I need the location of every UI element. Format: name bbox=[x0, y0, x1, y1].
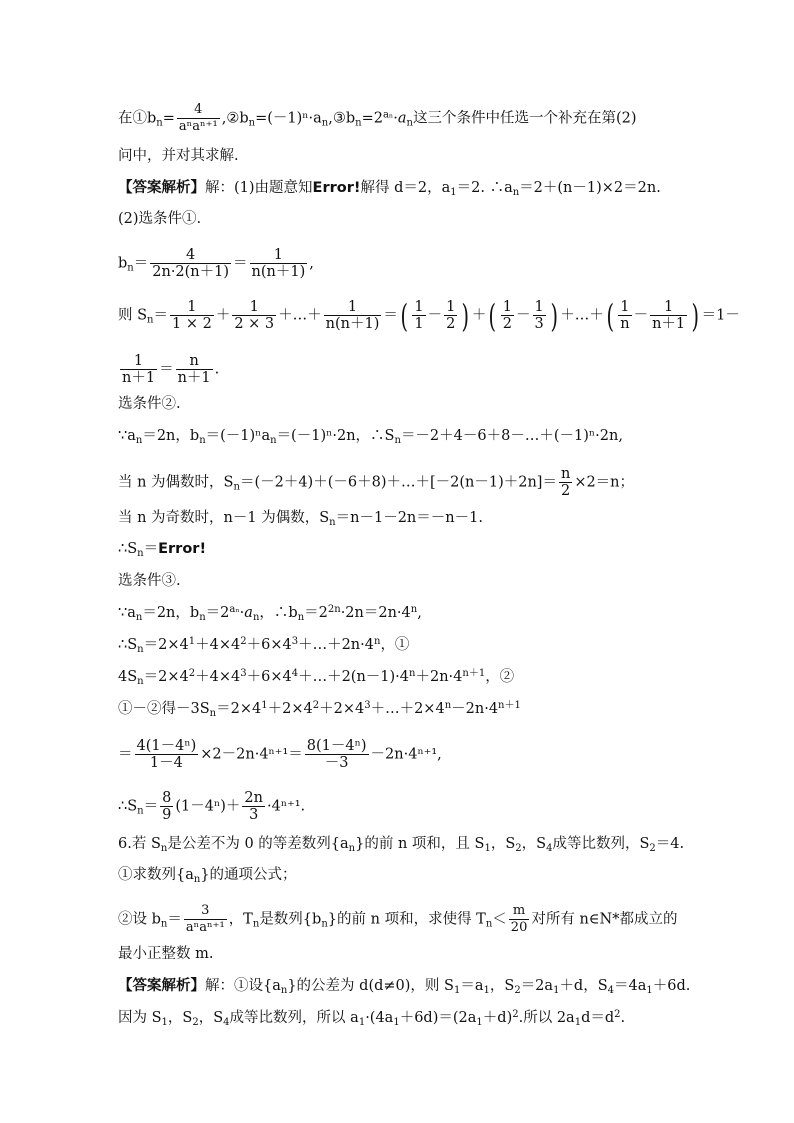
fraction: $\frac{m}{20}$ bbox=[510, 903, 528, 935]
answer-label: 【答案解析】 bbox=[118, 180, 205, 196]
formula-line: $b_n=$ $\frac{4}{2n\cdot 2(n+1)}$ ＝ $\frac{1}{n(n+1)}$ , bbox=[118, 247, 314, 280]
fraction: $\frac{\text{4(1－4ⁿ)}}{1-4}$ bbox=[136, 738, 197, 771]
formula-line: 则 $S_n=$ $\frac{1}{1 \times 2}$ ＋ $\frac{1}{2 \times 3}$ ＋…＋ $\frac{1}{n(n+1)}$ ＝( $\frac{1}{1}$ － $\frac{1}{2}$ ) ＋( $\frac{1}{2}$ － $\frac{1}{3}$ ) ＋…＋( $\frac{1}{n}$ － $\frac{1}{n+1}$ ) ＝1－ bbox=[118, 296, 740, 335]
formula-line: $\frac{1}{n+1}$ ＝ $\frac{n}{n+1}$ . bbox=[122, 353, 220, 386]
error-text: Error! bbox=[158, 541, 207, 557]
formula-line: 当 n 为奇数时，n－1 为偶数，$S_n=n-1-2n=-n-1$. bbox=[118, 510, 483, 528]
text-line: (2)选条件①. bbox=[118, 211, 202, 227]
formula-line: ①－②得$-3S_n=2\times 4^1+2\times 4^2+2\times 4^3+\dots+2\times 4^n-2n\cdot 4^{n+1}$ bbox=[118, 700, 521, 719]
answer-line: 【答案解析】解：①设$\{a_n\}$的公差为 d(d≠0)，则 $S_1=a_1$，$S_2=2a_1+d$，$S_4=4a_1+6d$. bbox=[118, 978, 691, 996]
error-text: Error! bbox=[312, 180, 361, 196]
fraction: $\frac{1}{n(n+1)}$ bbox=[325, 299, 380, 332]
fraction: $\frac{\text{8(1－4ⁿ)}}{-3}$ bbox=[306, 738, 367, 771]
formula-line: ＝ $\frac{\text{4(1－4ⁿ)}}{1-4}$ ×2－2n·4ⁿ⁺¹＝ $\frac{\text{8(1－4ⁿ)}}{-3}$ －2n·4ⁿ⁺¹, bbox=[118, 738, 442, 771]
answer-line: 【答案解析】解：(1)由题意知Error!解得 d＝2，$a_1=2$. $\therefore a_n=2+(n-1)\times 2=2n$. bbox=[118, 180, 661, 198]
fraction: $\frac{n}{2}$ bbox=[560, 466, 571, 499]
fraction: $\frac{2n}{3}$ bbox=[244, 790, 263, 823]
condition-line: 在$①b_n=$ $\frac{4}{\text{aⁿaⁿ⁺¹}}$ $,②b_n=(-1)^n\cdot a_n,③b_n=2^{a_n}\cdot a_n$这三个条件中任选一个补充在第(2) bbox=[118, 102, 637, 134]
formula-line: $\therefore S_n=$ $\frac{8}{9}$ (1－4ⁿ)＋ $\frac{2n}{3}$ ·4ⁿ⁺¹. bbox=[118, 790, 306, 823]
question-line: 6.若 $S_n$是公差不为 0 的等差数列$\{a_n\}$的前 n 项和，且 $S_1$，$S_2$，$S_4$成等比数列，$S_2=4$. bbox=[118, 836, 685, 854]
formula-line: $\because a_n=2n$，$b_n=2^{a_n}\cdot a_n$，$\therefore b_n=2^{2n}\cdot 2n=2n\cdot 4^n$, bbox=[118, 604, 422, 623]
question-line: 最小正整数 m. bbox=[118, 946, 214, 962]
text-line: 选条件②. bbox=[118, 396, 181, 412]
fraction: $\frac{1}{n+1}$ bbox=[122, 353, 156, 386]
fraction: $\frac{1}{n(n+1)}$ bbox=[251, 247, 306, 280]
answer-label: 【答案解析】 bbox=[118, 978, 205, 994]
formula-line: $4S_n=2\times 4^2+4\times 4^3+6\times 4^4+\dots+2(n-1)\cdot 4^n+2n\cdot 4^{n+1}$，② bbox=[118, 668, 515, 687]
question-line: ①求数列$\{a_n\}$的通项公式； bbox=[118, 867, 297, 885]
formula-line: $\therefore S_n=Error$! bbox=[118, 541, 207, 559]
formula-line: 当 n 为偶数时，$S_n=(-2+4)+(-6+8)+\dots+[-2(n-1)+2n]=$ $\frac{n}{2}$ ×2＝n； bbox=[118, 466, 635, 499]
fraction: $\frac{8}{9}$ bbox=[162, 790, 172, 823]
text-line: 选条件③. bbox=[118, 573, 181, 589]
question-line: ②设 $b_n=$ $\frac{3}{\text{aⁿaⁿ⁺¹}}$ ，$T_n$是数列$\{b_n\}$的前 n 项和，求使得 $T_n<$ $\frac{m}{20}$ 对所有 n∈N*都成立的 bbox=[118, 903, 678, 935]
formula-line: $\because a_n=2n$，$b_n=(-1)^na_n=(-1)^n\cdot 2n$，$\therefore S_n=-2+4-6+8-\dots+(-1)^n\cdot 2n$, bbox=[118, 428, 623, 446]
answer-line: 因为 $S_1$，$S_2$，$S_4$成等比数列，所以 $a_1\cdot(4a_1+6d)=(2a_1+d)^2$.所以 $2a_1d=d^2$. bbox=[118, 1009, 626, 1028]
fraction: $\frac{4}{\text{aⁿaⁿ⁺¹}}$ bbox=[178, 102, 218, 134]
text-line: 问中，并对其求解. bbox=[118, 148, 239, 164]
fraction: $\frac{4}{2n\cdot 2(n+1)}$ bbox=[152, 247, 230, 280]
fraction: $\frac{1}{1 \times 2}$ bbox=[172, 299, 212, 332]
formula-line: $\therefore S_n=2\times 4^1+4\times 4^2+6\times 4^3+\dots+2n\cdot 4^n$，① bbox=[118, 636, 410, 655]
fraction: $\frac{n}{n+1}$ bbox=[177, 353, 211, 386]
fraction: $\frac{3}{\text{aⁿaⁿ⁺¹}}$ bbox=[185, 903, 225, 935]
fraction: $\frac{1}{2 \times 3}$ bbox=[234, 299, 275, 332]
